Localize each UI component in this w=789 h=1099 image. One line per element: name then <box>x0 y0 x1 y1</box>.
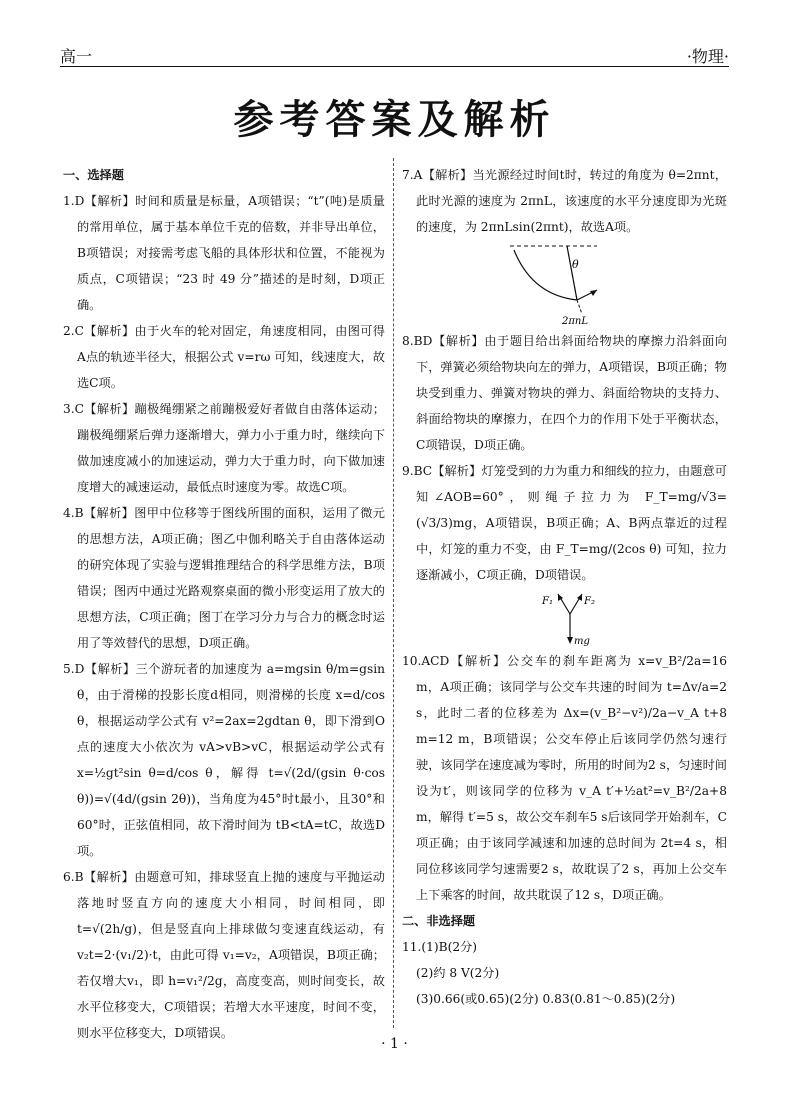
question-11-part-2: (2)约 8 V(2分) <box>416 966 500 980</box>
question-11-part-1: 11.(1)B(2分) <box>402 940 478 954</box>
figure-lantern-forces <box>402 588 727 648</box>
light-source-diagram <box>402 240 727 328</box>
question-1: 1.D【解析】时间和质量是标量，A项错误；“t”(吨)是质量的常用单位，属于基本单位千克的倍数，并非导出单位，B项错误；对接需考虑飞船的具体形状和位置，不能视为质点，C项错误；“23 时 49 分”描述的是时刻，D项正确。 <box>63 194 385 312</box>
mg-label: mg <box>574 636 590 647</box>
question-8: 8.BD【解析】由于题目给出斜面给物块的摩擦力沿斜面向下，弹簧必须给物块向左的弹力，A项错误，B项正确；物块受到重力、弹簧对物块的弹力、斜面给物块的支持力、斜面给物块的摩擦力，在四个力的作用下处于平衡状态，C项错误，D项正确。 <box>402 334 727 452</box>
speed-label: 2πnL <box>562 316 589 327</box>
page-title: 参考答案及解析 <box>233 97 556 143</box>
question-6: 6.B【解析】由题意可知，排球竖直上抛的速度与平抛运动落地时竖直方向的速度大小相同，时间相同，即 t=√(2h/g)，但是竖直向上排球做匀变速直线运动，有 v₂t=2·(v₁/2)·t，由此可得 v₁=v₂，A项错误，B项正确；若仅增大v₁，即 h=v₁²/2g，高度变高，则时间变长，故水平位移变大，C项错误；若增大水平速度，时间不变，则水平位移变大，D项错误。 <box>63 870 385 1040</box>
mg-arrowhead <box>567 637 573 644</box>
left-column <box>63 162 385 1046</box>
question-2: 2.C【解析】由于火车的轮对固定，角速度相同，由图可得A点的轨迹半径大，根据公式 v=rω 可知，线速度大，故选C项。 <box>63 324 385 390</box>
radius-line <box>567 246 577 300</box>
right-column <box>402 162 727 1012</box>
section-nonchoice: 二、非选择题 <box>402 914 476 928</box>
lantern-force-diagram <box>402 588 727 648</box>
question-7: 7.A【解析】当光源经过时间t时，转过的角度为 θ=2πnt，此时光源的速度为 2πnL，该速度的水平分速度即为光斑的速度，为 2πnLsin(2πnt)，故选A项。 <box>402 168 727 234</box>
subject-label: ·物理· <box>686 47 729 66</box>
angle-label: θ <box>572 258 579 271</box>
f2-label: F₂ <box>584 596 595 607</box>
question-4: 4.B【解析】图甲中位移等于图线所围的面积，运用了微元的思想方法，A项正确；图乙中伽利略关于自由落体运动的研究体现了实验与逻辑推理结合的科学思维方法，B项错误；图丙中通过光路观察桌面的微小形变运用了放大的思想方法，C项正确；图丁在学习分力与合力的概念时运用了等效替代的思想，D项正确。 <box>63 506 385 650</box>
page-header <box>60 38 729 66</box>
column-divider <box>393 158 394 1028</box>
arc-path <box>514 250 577 300</box>
question-5: 5.D【解析】三个游玩者的加速度为 a=mgsin θ/m=gsin θ，由于滑梯的投影长度d相同，则滑梯的长度 x=d/cos θ，根据运动学公式有 v²=2ax=2gdtan θ，即下滑到O点的速度大小依次为 vA>vB>vC，根据运动学公式有 x=½gt²sin θ=d/cos θ，解得 t=√(2d/(gsin θ·cos θ))=√(4d/(gsin 2θ))，当角度为45°时t最小，且30°和60°时，正弦值相同，故下滑时间为 tB<tA=tC，故选D项。 <box>63 662 385 858</box>
question-11-part-3: (3)0.66(或0.65)(2分) 0.83(0.81～0.85)(2分) <box>416 992 676 1006</box>
header-rule <box>60 66 729 67</box>
section-choice: 一、选择题 <box>63 168 124 182</box>
figure-light-source <box>402 240 727 328</box>
f1-label: F₁ <box>542 596 553 607</box>
grade-label: 高一 <box>60 47 93 66</box>
page-number: · 1 · <box>381 1036 408 1052</box>
component-line <box>577 300 582 314</box>
question-3: 3.C【解析】蹦极绳绷紧之前蹦极爱好者做自由落体运动；蹦极绳绷紧后弹力逐渐增大，弹力小于重力时，继续向下做加速度减小的加速运动，弹力大于重力时，向下做加速度增大的减速运动，最低点时速度为零。故选C项。 <box>63 402 385 494</box>
question-9: 9.BC【解析】灯笼受到的力为重力和细线的拉力，由题意可知∠AOB=60°，则绳子拉力为 F_T=mg/√3=(√3/3)mg，A项错误，B项正确；A、B两点靠近的过程中，灯笼的重力不变，由 F_T=mg/(2cos θ) 可知，拉力逐渐减小，C项正确，D项错误。 <box>402 464 727 582</box>
question-10: 10.ACD【解析】公交车的刹车距离为 x=v_B²/2a=16 m，A项正确；该同学与公交车共速的时间为 t=Δv/a=2 s，此时二者的位移差为 Δx=(v_B²−v²)/2a−v_A t+8 m=12 m，B项错误；公交车停止后该同学仍然匀速行驶，该同学在速度减为零时，所用的时间为2 s，匀速时间设为t′，则该同学的位移为 v_A t′+½at²=v_B²/2a+8 m，解得 t′=5 s，故公交车刹车5 s后该同学开始刹车，C项正确；由于该同学减速和加速的总时间为 2t=4 s，相同位移该同学匀速需要2 s，故耽误了2 s，再加上公交车上下乘客的时间，故共耽误了12 s，D项正确。 <box>402 654 727 902</box>
